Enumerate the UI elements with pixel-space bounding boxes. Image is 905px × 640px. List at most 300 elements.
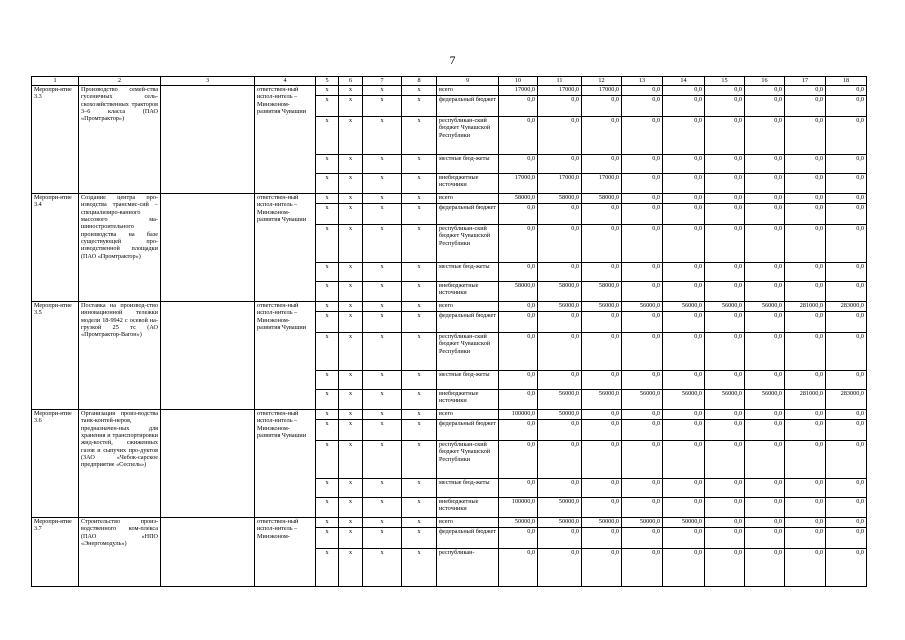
value-cell: 0,0 [499, 479, 538, 498]
mark-cell: x [402, 117, 437, 155]
value-cell: 0,0 [705, 549, 745, 587]
header-cell: 17 [785, 77, 826, 86]
value-cell: 0,0 [663, 225, 705, 263]
mark-cell: x [402, 333, 437, 371]
mark-cell: x [339, 390, 363, 410]
value-cell: 0,0 [499, 312, 538, 333]
value-cell: 0,0 [785, 204, 826, 225]
value-cell: 0,0 [499, 96, 538, 117]
mark-cell: x [402, 410, 437, 420]
mark-cell: x [363, 390, 402, 410]
value-cell: 0,0 [745, 194, 785, 204]
value-cell: 0,0 [622, 479, 663, 498]
value-cell: 0,0 [622, 174, 663, 194]
value-cell: 56000,0 [745, 390, 785, 410]
header-cell: 3 [161, 77, 255, 86]
header-cell: 1 [32, 77, 79, 86]
value-cell: 0,0 [826, 479, 867, 498]
value-cell: 0,0 [705, 263, 745, 282]
mark-cell: x [363, 441, 402, 479]
mark-cell: x [402, 528, 437, 549]
value-cell: 0,0 [499, 420, 538, 441]
mark-cell: x [339, 225, 363, 263]
value-cell: 0,0 [826, 498, 867, 518]
mark-cell: x [316, 204, 339, 225]
header-cell: 12 [582, 77, 622, 86]
mark-cell: x [316, 549, 339, 587]
value-cell: 58000,0 [538, 194, 582, 204]
value-cell: 281000,0 [785, 390, 826, 410]
page-number: 7 [449, 53, 456, 67]
value-cell: 0,0 [826, 528, 867, 549]
value-cell: 0,0 [826, 282, 867, 302]
funding-source: внебюджетные источники [437, 390, 499, 410]
activity-code: Меропри-ятие 3.5 [32, 302, 79, 410]
mark-cell: x [339, 194, 363, 204]
mark-cell: x [339, 282, 363, 302]
value-cell: 0,0 [745, 155, 785, 174]
value-cell: 0,0 [826, 155, 867, 174]
value-cell: 0,0 [499, 302, 538, 312]
mark-cell: x [316, 312, 339, 333]
header-cell: 2 [79, 77, 161, 86]
mark-cell: x [316, 302, 339, 312]
value-cell: 56000,0 [582, 302, 622, 312]
mark-cell: x [339, 441, 363, 479]
mark-cell: x [402, 282, 437, 302]
mark-cell: x [363, 498, 402, 518]
mark-cell: x [316, 498, 339, 518]
value-cell: 0,0 [622, 86, 663, 96]
mark-cell: x [316, 528, 339, 549]
value-cell: 0,0 [785, 263, 826, 282]
mark-cell: x [402, 263, 437, 282]
value-cell: 0,0 [499, 155, 538, 174]
value-cell: 0,0 [745, 549, 785, 587]
value-cell: 56000,0 [622, 302, 663, 312]
value-cell: 0,0 [622, 549, 663, 587]
mark-cell: x [316, 410, 339, 420]
value-cell: 0,0 [826, 410, 867, 420]
value-cell: 0,0 [705, 528, 745, 549]
value-cell: 0,0 [499, 390, 538, 410]
mark-cell: x [402, 312, 437, 333]
funding-source: внебюджетные источники [437, 174, 499, 194]
value-cell: 0,0 [663, 479, 705, 498]
value-cell: 0,0 [582, 549, 622, 587]
funding-source: внебюджетные источники [437, 282, 499, 302]
value-cell: 0,0 [745, 86, 785, 96]
value-cell: 0,0 [705, 371, 745, 390]
mark-cell: x [402, 155, 437, 174]
mark-cell: x [316, 441, 339, 479]
value-cell: 0,0 [663, 549, 705, 587]
activity-empty-cell [161, 86, 255, 194]
value-cell: 0,0 [663, 410, 705, 420]
funding-source: федеральный бюджет [437, 312, 499, 333]
mark-cell: x [316, 518, 339, 528]
header-cell: 9 [437, 77, 499, 86]
program-table [31, 76, 867, 587]
value-cell: 0,0 [622, 498, 663, 518]
value-cell: 0,0 [705, 518, 745, 528]
value-cell: 58000,0 [499, 194, 538, 204]
header-cell: 6 [339, 77, 363, 86]
mark-cell: x [363, 518, 402, 528]
value-cell: 0,0 [663, 174, 705, 194]
mark-cell: x [363, 528, 402, 549]
value-cell: 56000,0 [582, 390, 622, 410]
funding-source: всего [437, 86, 499, 96]
mark-cell: x [339, 117, 363, 155]
value-cell: 0,0 [499, 225, 538, 263]
activity-executor: ответствен-ный испол-нитель – Минэконом-развития Чувашии [255, 194, 316, 302]
value-cell: 0,0 [745, 204, 785, 225]
funding-source: местные бюд-жеты [437, 155, 499, 174]
header-cell: 7 [363, 77, 402, 86]
value-cell: 0,0 [705, 194, 745, 204]
activity-empty-cell [161, 194, 255, 302]
value-cell: 0,0 [705, 174, 745, 194]
value-cell: 0,0 [705, 282, 745, 302]
value-cell: 0,0 [582, 225, 622, 263]
mark-cell: x [339, 155, 363, 174]
value-cell: 0,0 [582, 96, 622, 117]
activity-executor: ответствен-ный испол-нитель – Минэконом-развития Чувашии [255, 302, 316, 410]
value-cell: 0,0 [745, 225, 785, 263]
mark-cell: x [316, 225, 339, 263]
value-cell: 0,0 [745, 410, 785, 420]
value-cell: 0,0 [785, 549, 826, 587]
activity-executor: ответствен-ный испол-нитель – Минэконом-развития Чувашии [255, 410, 316, 518]
value-cell: 0,0 [745, 479, 785, 498]
value-cell: 0,0 [582, 263, 622, 282]
value-cell: 56000,0 [745, 302, 785, 312]
table-row [32, 410, 867, 420]
value-cell: 0,0 [826, 174, 867, 194]
mark-cell: x [316, 371, 339, 390]
mark-cell: x [363, 204, 402, 225]
mark-cell: x [402, 390, 437, 410]
value-cell: 100000,0 [499, 410, 538, 420]
value-cell: 0,0 [582, 204, 622, 225]
table-row [32, 302, 867, 312]
value-cell: 0,0 [663, 117, 705, 155]
value-cell: 0,0 [663, 194, 705, 204]
value-cell: 0,0 [663, 86, 705, 96]
value-cell: 0,0 [745, 263, 785, 282]
mark-cell: x [363, 549, 402, 587]
value-cell: 0,0 [705, 312, 745, 333]
mark-cell: x [363, 410, 402, 420]
value-cell: 0,0 [826, 371, 867, 390]
value-cell: 0,0 [785, 174, 826, 194]
mark-cell: x [402, 194, 437, 204]
value-cell: 58000,0 [499, 282, 538, 302]
value-cell: 17000,0 [582, 86, 622, 96]
value-cell: 0,0 [499, 204, 538, 225]
value-cell: 0,0 [538, 528, 582, 549]
value-cell: 0,0 [538, 117, 582, 155]
value-cell: 58000,0 [582, 194, 622, 204]
funding-source: местные бюд-жеты [437, 263, 499, 282]
value-cell: 0,0 [582, 117, 622, 155]
value-cell: 0,0 [499, 528, 538, 549]
mark-cell: x [316, 263, 339, 282]
activity-code: Меропри-ятие 3.4 [32, 194, 79, 302]
value-cell: 0,0 [785, 86, 826, 96]
value-cell: 0,0 [705, 155, 745, 174]
value-cell: 0,0 [582, 441, 622, 479]
value-cell: 0,0 [622, 441, 663, 479]
mark-cell: x [316, 282, 339, 302]
value-cell: 0,0 [785, 479, 826, 498]
mark-cell: x [363, 194, 402, 204]
value-cell: 50000,0 [663, 518, 705, 528]
value-cell: 281000,0 [785, 302, 826, 312]
value-cell: 0,0 [538, 155, 582, 174]
funding-source: федеральный бюджет [437, 96, 499, 117]
activity-name: Строительство произ-водственного ком-плекса (ПАО «НПО «Энергомодуль») [79, 518, 161, 587]
value-cell: 56000,0 [663, 302, 705, 312]
mark-cell: x [402, 86, 437, 96]
funding-source: всего [437, 194, 499, 204]
activity-name: Организация произ-водства танк-контей-неров, предназначен-ных для хранения и транспортировки жид-костей, сжиженных газов и сыпучих про-дуктов (ЗАО «Чебок-сарское предприятие «Сеспель») [79, 410, 161, 518]
value-cell: 0,0 [499, 117, 538, 155]
value-cell: 0,0 [705, 96, 745, 117]
value-cell: 0,0 [785, 117, 826, 155]
value-cell: 0,0 [622, 263, 663, 282]
mark-cell: x [339, 96, 363, 117]
value-cell: 0,0 [785, 312, 826, 333]
mark-cell: x [402, 371, 437, 390]
value-cell: 0,0 [826, 96, 867, 117]
mark-cell: x [363, 312, 402, 333]
table-row [32, 86, 867, 96]
value-cell: 0,0 [785, 518, 826, 528]
value-cell: 0,0 [785, 155, 826, 174]
value-cell: 0,0 [582, 371, 622, 390]
mark-cell: x [363, 155, 402, 174]
value-cell: 0,0 [826, 549, 867, 587]
header-cell: 10 [499, 77, 538, 86]
value-cell: 0,0 [663, 263, 705, 282]
value-cell: 50000,0 [538, 410, 582, 420]
value-cell: 50000,0 [538, 498, 582, 518]
value-cell: 0,0 [622, 282, 663, 302]
value-cell: 0,0 [582, 528, 622, 549]
value-cell: 0,0 [826, 420, 867, 441]
value-cell: 0,0 [663, 96, 705, 117]
mark-cell: x [339, 528, 363, 549]
mark-cell: x [339, 312, 363, 333]
activity-code: Меропри-ятие 3.7 [32, 518, 79, 587]
mark-cell: x [316, 479, 339, 498]
value-cell: 17000,0 [538, 174, 582, 194]
header-cell: 4 [255, 77, 316, 86]
value-cell: 50000,0 [538, 518, 582, 528]
mark-cell: x [402, 96, 437, 117]
activity-name: Поставка на производ-ство инновационной тележки модели 18-9942 с осевой на-грузкой 25 тс (АО «Промтрактор-Вагон») [79, 302, 161, 410]
value-cell: 17000,0 [499, 174, 538, 194]
value-cell: 0,0 [499, 441, 538, 479]
value-cell: 0,0 [745, 117, 785, 155]
value-cell: 0,0 [499, 371, 538, 390]
value-cell: 0,0 [663, 528, 705, 549]
mark-cell: x [363, 96, 402, 117]
mark-cell: x [363, 282, 402, 302]
value-cell: 50000,0 [499, 518, 538, 528]
value-cell: 0,0 [745, 420, 785, 441]
activity-code: Меропри-ятие 3.3 [32, 86, 79, 194]
value-cell: 50000,0 [622, 518, 663, 528]
mark-cell: x [339, 204, 363, 225]
header-cell: 8 [402, 77, 437, 86]
mark-cell: x [339, 263, 363, 282]
header-cell: 14 [663, 77, 705, 86]
value-cell: 50000,0 [582, 518, 622, 528]
value-cell: 0,0 [705, 204, 745, 225]
value-cell: 0,0 [785, 420, 826, 441]
value-cell: 0,0 [826, 86, 867, 96]
value-cell: 0,0 [745, 174, 785, 194]
mark-cell: x [339, 333, 363, 371]
header-cell: 18 [826, 77, 867, 86]
mark-cell: x [339, 86, 363, 96]
mark-cell: x [363, 479, 402, 498]
value-cell: 0,0 [663, 333, 705, 371]
value-cell: 0,0 [582, 312, 622, 333]
value-cell: 0,0 [785, 410, 826, 420]
value-cell: 0,0 [582, 479, 622, 498]
value-cell: 0,0 [538, 549, 582, 587]
value-cell: 0,0 [705, 333, 745, 371]
mark-cell: x [339, 498, 363, 518]
value-cell: 0,0 [663, 420, 705, 441]
value-cell: 0,0 [538, 420, 582, 441]
value-cell: 0,0 [745, 371, 785, 390]
mark-cell: x [316, 96, 339, 117]
funding-source: местные бюд-жеты [437, 371, 499, 390]
mark-cell: x [402, 174, 437, 194]
mark-cell: x [363, 225, 402, 263]
header-cell: 11 [538, 77, 582, 86]
value-cell: 0,0 [826, 194, 867, 204]
activity-code: Меропри-ятие 3.6 [32, 410, 79, 518]
funding-source: федеральный бюджет [437, 528, 499, 549]
value-cell: 0,0 [826, 312, 867, 333]
value-cell: 0,0 [785, 528, 826, 549]
value-cell: 0,0 [785, 371, 826, 390]
value-cell: 0,0 [826, 263, 867, 282]
funding-source: республикан-ский бюджет Чувашской Республики [437, 333, 499, 371]
value-cell: 0,0 [663, 312, 705, 333]
value-cell: 58000,0 [582, 282, 622, 302]
value-cell: 0,0 [582, 498, 622, 518]
value-cell: 0,0 [745, 333, 785, 371]
value-cell: 0,0 [745, 498, 785, 518]
value-cell: 0,0 [745, 282, 785, 302]
value-cell: 56000,0 [538, 390, 582, 410]
mark-cell: x [402, 479, 437, 498]
funding-source: всего [437, 410, 499, 420]
mark-cell: x [339, 371, 363, 390]
mark-cell: x [363, 117, 402, 155]
mark-cell: x [316, 420, 339, 441]
funding-source: внебюджетные источники [437, 498, 499, 518]
header-cell: 5 [316, 77, 339, 86]
table-row [32, 194, 867, 204]
value-cell: 0,0 [622, 194, 663, 204]
value-cell: 0,0 [745, 96, 785, 117]
mark-cell: x [363, 302, 402, 312]
mark-cell: x [316, 174, 339, 194]
value-cell: 0,0 [745, 518, 785, 528]
value-cell: 0,0 [705, 410, 745, 420]
value-cell: 0,0 [705, 225, 745, 263]
mark-cell: x [339, 479, 363, 498]
value-cell: 0,0 [622, 96, 663, 117]
value-cell: 0,0 [826, 333, 867, 371]
header-cell: 16 [745, 77, 785, 86]
value-cell: 56000,0 [705, 302, 745, 312]
value-cell: 0,0 [622, 371, 663, 390]
funding-source: федеральный бюджет [437, 204, 499, 225]
value-cell: 0,0 [785, 194, 826, 204]
value-cell: 0,0 [499, 263, 538, 282]
value-cell: 0,0 [705, 117, 745, 155]
value-cell: 0,0 [745, 528, 785, 549]
activity-executor: ответствен-ный испол-нитель – Минэконом-развития Чувашии [255, 86, 316, 194]
value-cell: 0,0 [663, 204, 705, 225]
mark-cell: x [316, 117, 339, 155]
value-cell: 0,0 [622, 528, 663, 549]
funding-source: всего [437, 302, 499, 312]
value-cell: 0,0 [785, 225, 826, 263]
activity-executor: ответствен-ный испол-нитель – Минэконом- [255, 518, 316, 587]
value-cell: 100000,0 [499, 498, 538, 518]
value-cell: 0,0 [622, 410, 663, 420]
activity-empty-cell [161, 518, 255, 587]
value-cell: 56000,0 [538, 302, 582, 312]
value-cell: 0,0 [705, 441, 745, 479]
value-cell: 0,0 [785, 333, 826, 371]
funding-source: всего [437, 518, 499, 528]
mark-cell: x [339, 302, 363, 312]
value-cell: 0,0 [538, 96, 582, 117]
mark-cell: x [316, 333, 339, 371]
mark-cell: x [339, 518, 363, 528]
mark-cell: x [363, 420, 402, 441]
value-cell: 56000,0 [705, 390, 745, 410]
value-cell: 0,0 [538, 312, 582, 333]
value-cell: 17000,0 [538, 86, 582, 96]
mark-cell: x [339, 410, 363, 420]
mark-cell: x [339, 420, 363, 441]
value-cell: 0,0 [622, 312, 663, 333]
value-cell: 0,0 [622, 333, 663, 371]
mark-cell: x [402, 498, 437, 518]
activity-name: Создание центра про-изводства трансмис-сий – специализиро-ванного массового ма-шиностроительного производства на базе существующей про-изводственной площадки (ПАО «Промтрактор») [79, 194, 161, 302]
activity-empty-cell [161, 302, 255, 410]
mark-cell: x [402, 302, 437, 312]
header-cell: 15 [705, 77, 745, 86]
mark-cell: x [402, 225, 437, 263]
value-cell: 0,0 [663, 441, 705, 479]
mark-cell: x [363, 333, 402, 371]
value-cell: 0,0 [663, 371, 705, 390]
value-cell: 0,0 [785, 282, 826, 302]
